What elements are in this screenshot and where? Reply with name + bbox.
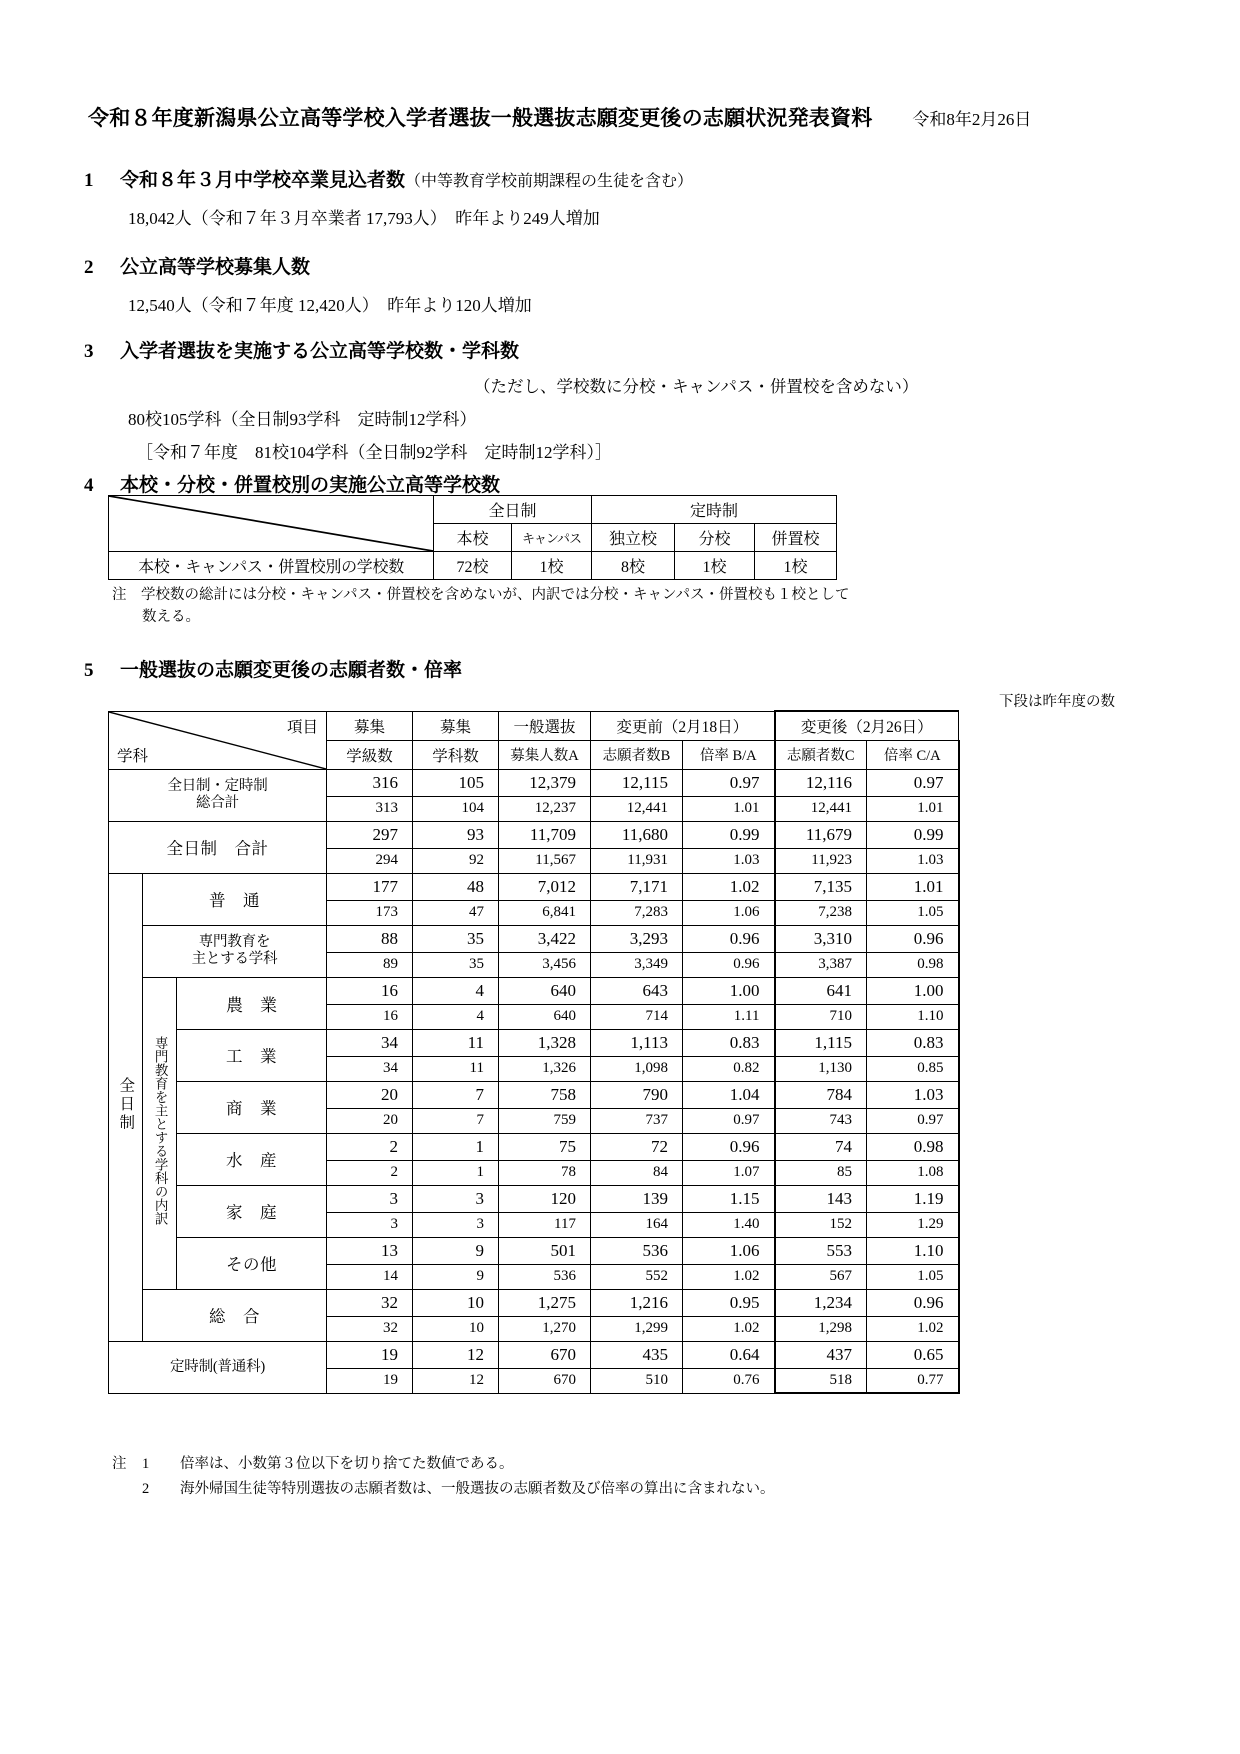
- cell-c-prev: 518: [775, 1368, 867, 1393]
- cell-c-prev: 12,441: [775, 796, 867, 821]
- cell-gakka-prev: 11: [413, 1056, 499, 1081]
- table5-row-label-zennichi-total: 全日制 合計: [109, 821, 327, 873]
- applicants-ratio-table: [108, 710, 960, 1394]
- cell-gakka: 10: [413, 1289, 499, 1316]
- cell-rate-b: 0.95: [683, 1289, 775, 1316]
- section-2: [84, 252, 532, 316]
- cell-rate-b-prev: 0.97: [683, 1108, 775, 1133]
- table5-row-label-sonota: その他: [177, 1237, 327, 1289]
- page-title: 令和８年度新潟県公立高等学校入学者選抜一般選抜志願変更後の志願状況発表資料: [88, 106, 873, 130]
- section-5-title: 一般選抜の志願変更後の志願者数・倍率: [120, 660, 463, 681]
- table5-row-label-grand-total: [109, 769, 327, 821]
- table-row: [109, 1029, 959, 1056]
- table5-header-ippan-2: 募集人数A: [499, 740, 591, 769]
- cell-gakkyu-prev: 89: [327, 952, 413, 977]
- cell-gakka: 7: [413, 1081, 499, 1108]
- cell-rate-c-prev: 1.10: [867, 1004, 959, 1029]
- note-text: 倍率は、小数第３位以下を切り捨てた数値である。: [180, 1456, 514, 1472]
- cell-rate-b: 0.83: [683, 1029, 775, 1056]
- cell-b-prev: 3,349: [591, 952, 683, 977]
- cell-gakka: 93: [413, 821, 499, 848]
- table4-value-campus: 1校: [512, 552, 592, 580]
- table-row: [109, 1289, 959, 1316]
- cell-rate-c-prev: 1.08: [867, 1160, 959, 1185]
- section-1-title: 令和８年３月中学校卒業見込者数: [120, 170, 406, 191]
- table5-row-label-senmon: [143, 925, 327, 977]
- table5-header-rate-ba: 倍率 B/A: [683, 740, 775, 769]
- cell-gakka: 48: [413, 873, 499, 900]
- table-row: [109, 925, 959, 952]
- table-row: [109, 977, 959, 1004]
- cell-rate-c-prev: 1.02: [867, 1316, 959, 1341]
- section-3-number: 3: [84, 341, 94, 362]
- cell-gakka-prev: 9: [413, 1264, 499, 1289]
- cell-gakkyu: 3: [327, 1185, 413, 1212]
- table4-corner-cell: [109, 496, 434, 552]
- cell-rate-b-prev: 1.07: [683, 1160, 775, 1185]
- cell-gakkyu-prev: 16: [327, 1004, 413, 1029]
- cell-rate-c: 0.96: [867, 925, 959, 952]
- document-header: [88, 102, 1158, 132]
- cell-c-prev: 1,130: [775, 1056, 867, 1081]
- cell-a-prev: 12,237: [499, 796, 591, 821]
- cell-a-prev: 1,270: [499, 1316, 591, 1341]
- document-date: 令和8年2月26日: [912, 110, 1032, 129]
- cell-b-prev: 1,098: [591, 1056, 683, 1081]
- cell-a: 1,275: [499, 1289, 591, 1316]
- table-row: [109, 552, 837, 580]
- cell-gakka-prev: 35: [413, 952, 499, 977]
- table4-group-teiji: 定時制: [592, 496, 837, 524]
- cell-rate-c: 1.19: [867, 1185, 959, 1212]
- table-row: [109, 1133, 959, 1160]
- section-2-heading: [84, 252, 532, 279]
- cell-b-prev: 12,441: [591, 796, 683, 821]
- cell-rate-b: 1.06: [683, 1237, 775, 1264]
- section-3-line-2: ［令和７年度 81校104学科（全日制92学科 定時制12学科）］: [136, 443, 612, 462]
- cell-gakkyu-prev: 3: [327, 1212, 413, 1237]
- cell-b: 1,216: [591, 1289, 683, 1316]
- cell-a: 758: [499, 1081, 591, 1108]
- table5-row-label-futsu: 普 通: [143, 873, 327, 925]
- cell-gakkyu: 177: [327, 873, 413, 900]
- cell-b: 536: [591, 1237, 683, 1264]
- table5-header-boshu-gakkyu-2: 学級数: [327, 740, 413, 769]
- cell-gakka: 4: [413, 977, 499, 1004]
- cell-rate-c: 1.00: [867, 977, 959, 1004]
- section-1-number: 1: [84, 170, 94, 191]
- table4-group-zennichi: 全日制: [434, 496, 592, 524]
- table5-row-label-nougyou: 農 業: [177, 977, 327, 1029]
- table5-row-label-line2: 主とする学科: [191, 951, 278, 967]
- table5-corner-cell: [109, 711, 327, 769]
- vertical-text-senmon-breakdown: 専門教育を主とする学科の内訳: [152, 1036, 168, 1225]
- cell-c-prev: 11,923: [775, 848, 867, 873]
- cell-b: 643: [591, 977, 683, 1004]
- table4-value-bunko: 1校: [675, 552, 755, 580]
- cell-rate-c: 0.65: [867, 1341, 959, 1368]
- cell-c: 7,135: [775, 873, 867, 900]
- section-4-heading: [84, 470, 500, 497]
- cell-rate-c: 0.83: [867, 1029, 959, 1056]
- cell-a: 3,422: [499, 925, 591, 952]
- cell-rate-b-prev: 0.82: [683, 1056, 775, 1081]
- cell-a-prev: 759: [499, 1108, 591, 1133]
- table5-caption: 下段は昨年度の数: [999, 694, 1115, 710]
- cell-a-prev: 11,567: [499, 848, 591, 873]
- cell-gakkyu: 19: [327, 1341, 413, 1368]
- table5-row-label-shougyou: 商 業: [177, 1081, 327, 1133]
- cell-gakka: 11: [413, 1029, 499, 1056]
- section-3-line-1: 80校105学科（全日制93学科 定時制12学科）: [128, 410, 477, 429]
- cell-b-prev: 714: [591, 1004, 683, 1029]
- cell-c-prev: 7,238: [775, 900, 867, 925]
- cell-gakkyu-prev: 32: [327, 1316, 413, 1341]
- cell-c: 641: [775, 977, 867, 1004]
- cell-a: 501: [499, 1237, 591, 1264]
- cell-rate-b: 1.15: [683, 1185, 775, 1212]
- cell-rate-c-prev: 1.05: [867, 1264, 959, 1289]
- section-5: [84, 655, 462, 682]
- cell-gakka-prev: 92: [413, 848, 499, 873]
- cell-b-prev: 84: [591, 1160, 683, 1185]
- cell-a-prev: 78: [499, 1160, 591, 1185]
- cell-rate-c: 0.97: [867, 769, 959, 796]
- table5-header-before-group: 変更前（2月18日）: [591, 711, 775, 740]
- section-3-parenthetical: （ただし、学校数に分校・キャンパス・併置校を含めない）: [474, 377, 919, 396]
- table-row: [109, 1341, 959, 1368]
- cell-gakkyu-prev: 14: [327, 1264, 413, 1289]
- cell-rate-c-prev: 1.29: [867, 1212, 959, 1237]
- table4-row-label: 本校・キャンパス・併置校別の学校数: [109, 552, 434, 580]
- cell-a: 11,709: [499, 821, 591, 848]
- cell-gakka: 3: [413, 1185, 499, 1212]
- note-marker: [112, 1477, 142, 1502]
- cell-b-prev: 737: [591, 1108, 683, 1133]
- cell-a: 1,328: [499, 1029, 591, 1056]
- school-count-table: [108, 495, 837, 580]
- table5-row-label-line1: 全日制・定時制: [167, 778, 268, 795]
- cell-gakkyu: 88: [327, 925, 413, 952]
- section-1-line-1: 18,042人（令和７年３月卒業者 17,793人） 昨年より249人増加: [128, 209, 600, 228]
- table5-header-after-group: 変更後（2月26日）: [775, 711, 959, 740]
- cell-c: 1,234: [775, 1289, 867, 1316]
- cell-a-prev: 6,841: [499, 900, 591, 925]
- table-row: [109, 496, 837, 524]
- table5-note-2: [112, 1477, 1112, 1502]
- cell-gakka: 9: [413, 1237, 499, 1264]
- cell-c-prev: 85: [775, 1160, 867, 1185]
- cell-rate-b: 0.97: [683, 769, 775, 796]
- cell-c-prev: 152: [775, 1212, 867, 1237]
- cell-b: 139: [591, 1185, 683, 1212]
- cell-gakka-prev: 7: [413, 1108, 499, 1133]
- cell-a-prev: 1,326: [499, 1056, 591, 1081]
- table4-subheader-heichi: 併置校: [755, 524, 837, 552]
- table4-subheader-bunko: 分校: [675, 524, 755, 552]
- cell-gakka-prev: 47: [413, 900, 499, 925]
- cell-gakka: 1: [413, 1133, 499, 1160]
- section-3-title: 入学者選抜を実施する公立高等学校数・学科数: [120, 341, 520, 362]
- cell-b: 3,293: [591, 925, 683, 952]
- cell-gakkyu-prev: 19: [327, 1368, 413, 1393]
- cell-rate-c: 1.10: [867, 1237, 959, 1264]
- cell-gakka-prev: 10: [413, 1316, 499, 1341]
- cell-gakkyu: 316: [327, 769, 413, 796]
- cell-rate-c-prev: 0.85: [867, 1056, 959, 1081]
- cell-rate-c-prev: 0.98: [867, 952, 959, 977]
- section-1: [84, 165, 693, 229]
- cell-rate-b-prev: 0.76: [683, 1368, 775, 1393]
- table5-vertical-label-zennichi: [109, 873, 143, 1341]
- cell-rate-c: 1.03: [867, 1081, 959, 1108]
- cell-c: 11,679: [775, 821, 867, 848]
- cell-gakkyu: 297: [327, 821, 413, 848]
- table5-row-label-suisan: 水 産: [177, 1133, 327, 1185]
- cell-rate-b: 1.04: [683, 1081, 775, 1108]
- table4-subheader-honko: 本校: [434, 524, 512, 552]
- cell-rate-b-prev: 0.96: [683, 952, 775, 977]
- table5-row-label-kougyou: 工 業: [177, 1029, 327, 1081]
- cell-rate-b: 1.00: [683, 977, 775, 1004]
- table5-header-applicants-b: 志願者数B: [591, 740, 683, 769]
- cell-gakkyu: 16: [327, 977, 413, 1004]
- cell-gakka: 105: [413, 769, 499, 796]
- cell-c: 12,116: [775, 769, 867, 796]
- table4-subheader-dokuritsu: 独立校: [592, 524, 675, 552]
- cell-a-prev: 3,456: [499, 952, 591, 977]
- cell-rate-c: 0.99: [867, 821, 959, 848]
- cell-gakkyu-prev: 20: [327, 1108, 413, 1133]
- cell-gakkyu-prev: 2: [327, 1160, 413, 1185]
- section-3-heading: [84, 336, 918, 363]
- cell-c: 437: [775, 1341, 867, 1368]
- cell-gakka-prev: 4: [413, 1004, 499, 1029]
- section-2-title: 公立高等学校募集人数: [120, 257, 311, 278]
- cell-a-prev: 640: [499, 1004, 591, 1029]
- cell-gakkyu-prev: 34: [327, 1056, 413, 1081]
- cell-c-prev: 1,298: [775, 1316, 867, 1341]
- cell-b: 7,171: [591, 873, 683, 900]
- cell-c-prev: 743: [775, 1108, 867, 1133]
- table5-notes: [112, 1452, 1112, 1501]
- section-5-heading: [84, 655, 462, 682]
- cell-rate-b-prev: 1.06: [683, 900, 775, 925]
- cell-rate-c: 0.98: [867, 1133, 959, 1160]
- cell-rate-c-prev: 1.01: [867, 796, 959, 821]
- section-1-heading: [84, 165, 693, 192]
- cell-gakka-prev: 12: [413, 1368, 499, 1393]
- table5-row-label-teiji: 定時制(普通科): [109, 1341, 327, 1393]
- cell-b: 11,680: [591, 821, 683, 848]
- table4-subheader-campus: キャンパス: [512, 524, 592, 552]
- cell-a-prev: 670: [499, 1368, 591, 1393]
- cell-b: 72: [591, 1133, 683, 1160]
- cell-rate-b-prev: 1.01: [683, 796, 775, 821]
- cell-b-prev: 510: [591, 1368, 683, 1393]
- section-5-number: 5: [84, 660, 94, 681]
- table4-note: [112, 585, 1092, 629]
- table-header-row: [109, 711, 959, 740]
- cell-gakkyu: 2: [327, 1133, 413, 1160]
- table5-header-boshu-gakka-2: 学科数: [413, 740, 499, 769]
- table5-note-1: [112, 1452, 1112, 1477]
- cell-rate-b-prev: 1.02: [683, 1316, 775, 1341]
- table4-value-honko: 72校: [434, 552, 512, 580]
- cell-gakka-prev: 104: [413, 796, 499, 821]
- cell-rate-b: 0.96: [683, 1133, 775, 1160]
- section-2-number: 2: [84, 257, 94, 278]
- cell-b: 435: [591, 1341, 683, 1368]
- table-row: [109, 769, 959, 796]
- cell-b-prev: 11,931: [591, 848, 683, 873]
- table5-row-label-sougou: 総 合: [143, 1289, 327, 1341]
- table5-vertical-label-senmon-breakdown: [143, 977, 177, 1289]
- cell-b: 790: [591, 1081, 683, 1108]
- cell-b-prev: 1,299: [591, 1316, 683, 1341]
- cell-b: 12,115: [591, 769, 683, 796]
- section-4-title: 本校・分校・併置校別の実施公立高等学校数: [120, 475, 501, 496]
- cell-rate-b-prev: 1.02: [683, 1264, 775, 1289]
- table4-note-line1: 注 学校数の総計には分校・キャンパス・併置校を含めないが、内訳では分校・キャンパス・併置校も１校として: [112, 587, 850, 603]
- cell-gakka-prev: 1: [413, 1160, 499, 1185]
- table5-header-ippan-1: 一般選抜: [499, 711, 591, 740]
- table5-header-gakka: 学科: [117, 747, 149, 765]
- table-row: [109, 1185, 959, 1212]
- cell-c: 553: [775, 1237, 867, 1264]
- cell-rate-c-prev: 0.77: [867, 1368, 959, 1393]
- cell-rate-c-prev: 1.03: [867, 848, 959, 873]
- cell-a: 7,012: [499, 873, 591, 900]
- table-row: [109, 821, 959, 848]
- table5-row-label-katei: 家 庭: [177, 1185, 327, 1237]
- table5-header-applicants-c: 志願者数C: [775, 740, 867, 769]
- table4-note-line2: 数える。: [142, 608, 200, 625]
- vertical-text-zennichi: 全日制: [117, 1076, 135, 1133]
- table-row: [109, 873, 959, 900]
- table5-header-rate-ca: 倍率 C/A: [867, 740, 959, 769]
- cell-a: 12,379: [499, 769, 591, 796]
- section-2-line-1: 12,540人（令和７年度 12,420人） 昨年より120人増加: [128, 296, 532, 315]
- cell-rate-c-prev: 1.05: [867, 900, 959, 925]
- cell-gakkyu-prev: 294: [327, 848, 413, 873]
- table-row: [109, 1081, 959, 1108]
- cell-a-prev: 117: [499, 1212, 591, 1237]
- cell-c: 143: [775, 1185, 867, 1212]
- cell-gakkyu: 13: [327, 1237, 413, 1264]
- cell-b-prev: 552: [591, 1264, 683, 1289]
- cell-rate-c: 0.96: [867, 1289, 959, 1316]
- table5-header-boshu-gakkyu-1: 募集: [327, 711, 413, 740]
- cell-c-prev: 3,387: [775, 952, 867, 977]
- cell-c-prev: 710: [775, 1004, 867, 1029]
- cell-c-prev: 567: [775, 1264, 867, 1289]
- cell-a-prev: 536: [499, 1264, 591, 1289]
- section-1-subtitle: （中等教育学校前期課程の生徒を含む）: [405, 173, 694, 190]
- cell-c: 3,310: [775, 925, 867, 952]
- cell-rate-c-prev: 0.97: [867, 1108, 959, 1133]
- cell-b-prev: 7,283: [591, 900, 683, 925]
- cell-gakkyu-prev: 313: [327, 796, 413, 821]
- section-4: [84, 470, 500, 497]
- cell-rate-b-prev: 1.40: [683, 1212, 775, 1237]
- cell-b-prev: 164: [591, 1212, 683, 1237]
- cell-gakkyu: 32: [327, 1289, 413, 1316]
- cell-rate-b: 0.64: [683, 1341, 775, 1368]
- cell-rate-b: 0.99: [683, 821, 775, 848]
- section-4-number: 4: [84, 475, 94, 496]
- cell-c: 1,115: [775, 1029, 867, 1056]
- cell-a: 120: [499, 1185, 591, 1212]
- cell-gakkyu-prev: 173: [327, 900, 413, 925]
- cell-a: 75: [499, 1133, 591, 1160]
- cell-rate-b: 0.96: [683, 925, 775, 952]
- cell-c: 784: [775, 1081, 867, 1108]
- section-3: [84, 336, 918, 463]
- cell-rate-c: 1.01: [867, 873, 959, 900]
- table4-value-heichi: 1校: [755, 552, 837, 580]
- note-number: 2: [142, 1480, 150, 1497]
- table4-value-dokuritsu: 8校: [592, 552, 675, 580]
- note-text: 海外帰国生徒等特別選抜の志願者数は、一般選抜の志願者数及び倍率の算出に含まれない。: [180, 1480, 775, 1497]
- diagonal-line-icon: [109, 496, 433, 551]
- cell-gakka: 35: [413, 925, 499, 952]
- table5-header-boshu-gakka-1: 募集: [413, 711, 499, 740]
- cell-a: 640: [499, 977, 591, 1004]
- cell-rate-b-prev: 1.03: [683, 848, 775, 873]
- cell-gakka-prev: 3: [413, 1212, 499, 1237]
- table5-header-item: 項目: [286, 718, 318, 736]
- note-number: 1: [142, 1456, 150, 1472]
- table-row: [109, 1237, 959, 1264]
- cell-c: 74: [775, 1133, 867, 1160]
- table5-row-label-line1: 専門教育を: [198, 934, 271, 951]
- cell-rate-b: 1.02: [683, 873, 775, 900]
- cell-a: 670: [499, 1341, 591, 1368]
- note-marker: 注: [112, 1456, 127, 1472]
- cell-gakka: 12: [413, 1341, 499, 1368]
- cell-rate-b-prev: 1.11: [683, 1004, 775, 1029]
- cell-b: 1,113: [591, 1029, 683, 1056]
- cell-gakkyu: 34: [327, 1029, 413, 1056]
- cell-gakkyu: 20: [327, 1081, 413, 1108]
- table5-row-label-line2: 総合計: [196, 795, 239, 811]
